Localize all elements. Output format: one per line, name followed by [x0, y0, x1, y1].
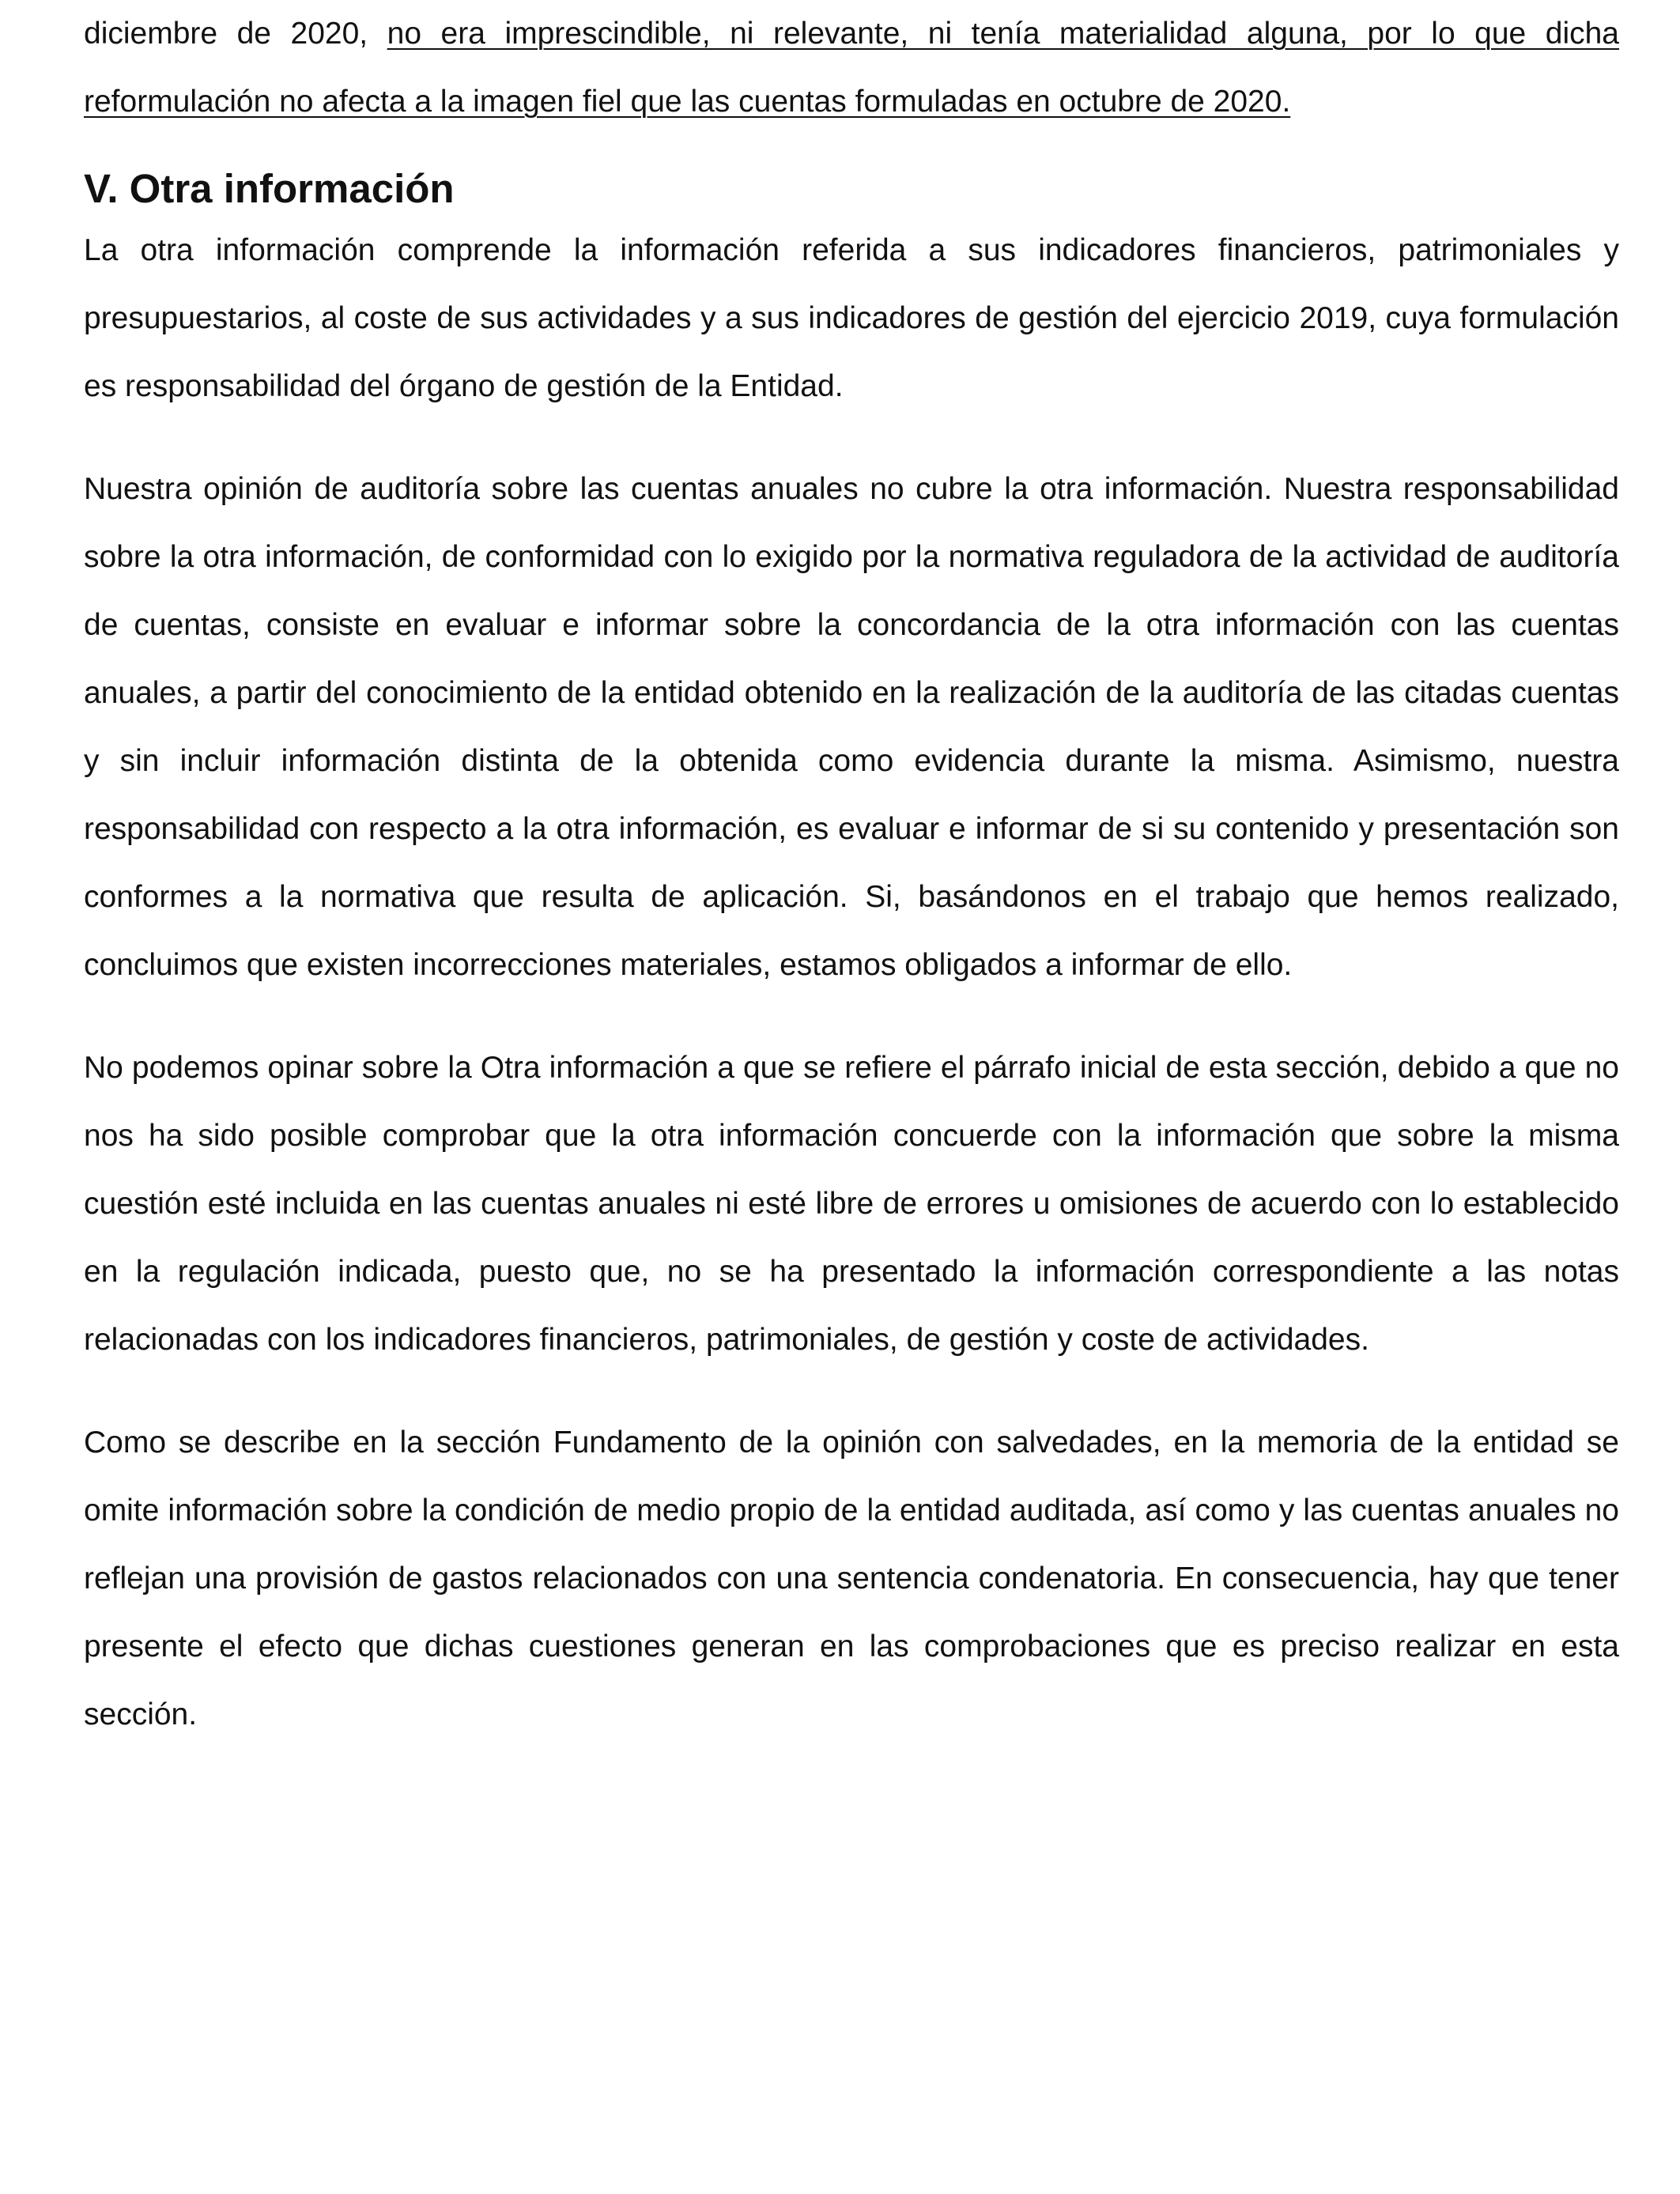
section-heading: V. Otra información: [84, 166, 455, 211]
intro-lead-text: diciembre de 2020,: [84, 17, 387, 51]
paragraph-3: No podemos opinar sobre la Otra información a que se refiere el párrafo inicial de esta sección, debido a que no nos ha sido posible comprobar que la otra información concuerde con la información que sobre la misma cuestión esté incluida en las cuentas anuales ni esté libre de errores u omisiones de acuerdo con lo establecido en la regulación indicada, puesto que, no se ha presentado la información correspondiente a las notas relacionadas con los indicadores financieros, patrimoniales, de gestión y coste de actividades.: [84, 1051, 1619, 1357]
paragraph-4: Como se describe en la sección Fundamento de la opinión con salvedades, en la memoria de la entidad se omite información sobre la condición de medio propio de la entidad auditada, así como y las cuentas anuales no reflejan una provisión de gastos relacionados con una sentencia condenatoria. En consecuencia, hay que tener presente el efecto que dichas cuestiones generan en las comprobaciones que es preciso realizar en esta sección.: [84, 1426, 1619, 1731]
paragraph-1: La otra información comprende la información referida a sus indicadores financieros, patrimoniales y presupuestarios, al coste de sus actividades y a sus indicadores de gestión del ejercicio 2019, cuya formulación es responsabilidad del órgano de gestión de la Entidad.: [84, 233, 1619, 403]
paragraph-2: Nuestra opinión de auditoría sobre las cuentas anuales no cubre la otra información. Nuestra responsabilidad sobre la otra información, de conformidad con lo exigido por la normativa reguladora de la actividad de auditoría de cuentas, consiste en evaluar e informar sobre la concordancia de la otra información con las cuentas anuales, a partir del conocimiento de la entidad obtenido en la realización de la auditoría de las citadas cuentas y sin incluir información distinta de la obtenida como evidencia durante la misma. Asimismo, nuestra responsabilidad con respecto a la otra información, es evaluar e informar de si su contenido y presentación son conformes a la normativa que resulta de aplicación. Si, basándonos en el trabajo que hemos realizado, concluimos que existen incorrecciones materiales, estamos obligados a informar de ello.: [84, 472, 1619, 982]
intro-paragraph: [84, 0, 1619, 136]
intro-underlined-text: no era imprescindible, ni relevante, ni tenía materialidad alguna, por lo que dicha reformulación no afecta a la imagen fiel que las cuentas formuladas en octubre de 2020.: [84, 17, 1619, 119]
document-page: [84, 0, 1619, 1784]
